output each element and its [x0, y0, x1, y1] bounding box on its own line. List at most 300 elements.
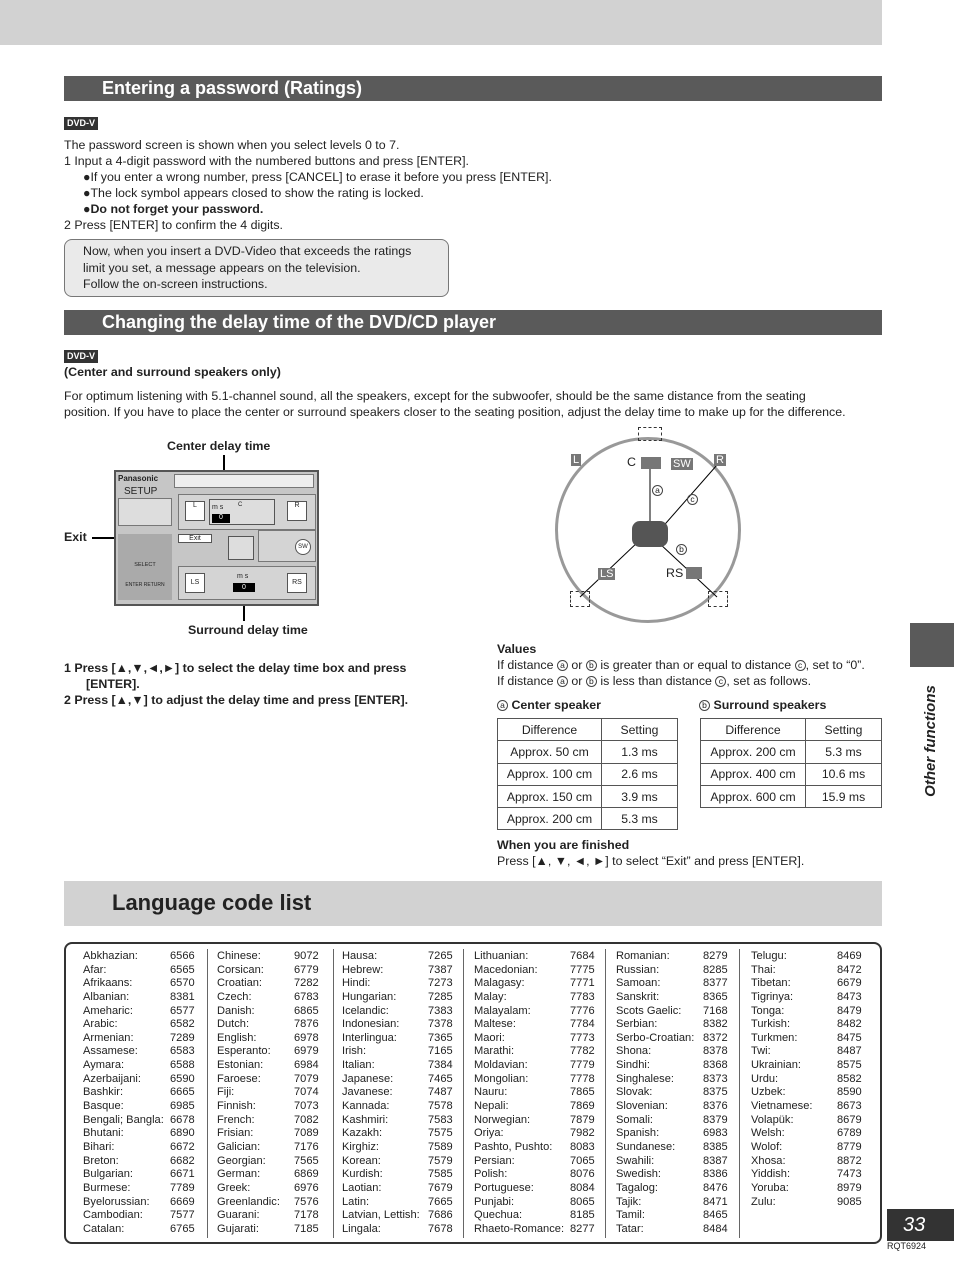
column-divider — [207, 949, 208, 1238]
language-code: 7665 — [428, 1195, 453, 1208]
language-entry — [616, 1154, 728, 1169]
language-code: 7579 — [428, 1154, 453, 1167]
language-name: Wolof: — [751, 1140, 783, 1153]
values-rule-1: If distance a or b is greater than or equal to distance c , set to “0”. — [497, 658, 865, 672]
language-name: Bashkir: — [83, 1086, 124, 1099]
language-code: 6679 — [837, 977, 862, 990]
table-header-row — [701, 719, 882, 741]
language-code: 9072 — [294, 950, 319, 962]
language-name: Abkhazian: — [83, 950, 138, 962]
language-name: Tonga: — [751, 1004, 785, 1017]
language-code: 6978 — [294, 1031, 319, 1044]
language-entry — [83, 1181, 195, 1196]
language-entry — [217, 1195, 319, 1210]
language-entry — [342, 1018, 453, 1032]
exit-label: Exit — [64, 530, 87, 544]
language-entry — [474, 1222, 595, 1237]
language-entry — [83, 1140, 195, 1155]
language-name: Slovenian: — [616, 1100, 668, 1113]
language-name: Swahili: — [616, 1154, 655, 1167]
language-name: Tagalog: — [616, 1181, 658, 1194]
language-code: 6682 — [170, 1154, 195, 1167]
language-name: Corsican: — [217, 963, 264, 976]
language-name: Faroese: — [217, 1072, 261, 1085]
language-code: 9085 — [837, 1195, 862, 1208]
column-divider — [333, 949, 334, 1238]
language-code: 8469 — [837, 950, 862, 962]
language-code: 6890 — [170, 1127, 195, 1140]
surround-speaker-table — [700, 718, 882, 808]
step-1-text-cont: [ENTER]. — [86, 677, 140, 691]
language-code: 7565 — [294, 1154, 319, 1167]
language-entry — [751, 1154, 862, 1169]
subtitle-text: (Center and surround speakers only) — [64, 365, 281, 379]
ls-speaker-original — [570, 591, 590, 607]
table-header: Setting — [602, 719, 678, 741]
language-name: Greek: — [217, 1181, 251, 1194]
language-code: 7073 — [294, 1100, 319, 1113]
language-code: 8482 — [837, 1018, 862, 1031]
page-number: 33 — [887, 1209, 954, 1241]
language-name: Italian: — [342, 1059, 375, 1072]
language-code: 8387 — [703, 1154, 728, 1167]
language-name: Tigrinya: — [751, 990, 794, 1003]
language-entry — [83, 1127, 195, 1141]
language-code-heading: Language code list — [64, 881, 882, 926]
table-row: Approx. 150 cm 3.9 ms — [498, 785, 678, 807]
language-entry — [342, 1086, 453, 1100]
language-name: Romanian: — [616, 950, 670, 962]
language-entry — [342, 977, 453, 991]
language-name: Estonian: — [217, 1059, 264, 1072]
language-code: 6577 — [170, 1004, 195, 1017]
language-entry — [616, 1045, 728, 1059]
language-name: Esperanto: — [217, 1045, 271, 1058]
language-name: Arabic: — [83, 1018, 118, 1031]
language-code: 6976 — [294, 1181, 319, 1194]
language-code: 7879 — [570, 1113, 595, 1126]
language-code: 7577 — [170, 1209, 195, 1222]
language-entry — [83, 1100, 195, 1114]
language-code: 8979 — [837, 1181, 862, 1194]
language-code: 8472 — [837, 963, 862, 976]
table-header: Setting — [806, 719, 882, 741]
language-code: 6590 — [170, 1072, 195, 1085]
language-entry — [474, 1086, 595, 1100]
step-1-text: 1 Input a 4-digit password with the numbered buttons and press [ENTER]. — [64, 154, 469, 168]
language-entry — [616, 1004, 728, 1019]
language-code: 7771 — [570, 977, 595, 990]
language-entry — [616, 950, 728, 964]
language-name: Marathi: — [474, 1045, 515, 1058]
language-entry — [751, 1127, 862, 1141]
language-name: Gujarati: — [217, 1222, 259, 1235]
language-code: 8084 — [570, 1181, 595, 1194]
language-entry — [751, 950, 862, 964]
language-code: 6789 — [837, 1127, 862, 1140]
language-entry — [217, 1222, 319, 1237]
language-code: 8379 — [703, 1113, 728, 1126]
language-name: Welsh: — [751, 1127, 785, 1140]
language-name: Hausa: — [342, 950, 378, 962]
language-code: 7289 — [170, 1031, 195, 1044]
language-name: Kirghiz: — [342, 1140, 379, 1153]
rs-speaker-original — [708, 591, 728, 607]
language-entry — [342, 1154, 453, 1169]
side-section-label: Other functions — [922, 685, 939, 797]
listener-seat-icon — [228, 536, 254, 560]
language-name: Yiddish: — [751, 1168, 791, 1181]
language-code: 7473 — [837, 1168, 862, 1181]
language-entry — [616, 1072, 728, 1087]
speaker-l: L — [185, 501, 205, 521]
language-name: Sundanese: — [616, 1140, 676, 1153]
language-name: Rhaeto-Romance: — [474, 1222, 565, 1235]
language-code: 6865 — [294, 1004, 319, 1017]
language-code: 7065 — [570, 1154, 595, 1167]
language-column — [616, 950, 728, 1236]
language-entry — [474, 1168, 595, 1182]
language-name: Lingala: — [342, 1222, 381, 1235]
language-name: Ameharic: — [83, 1004, 133, 1017]
language-entry — [217, 963, 319, 978]
exit-button[interactable]: Exit — [178, 534, 212, 543]
table-header: Difference — [701, 719, 806, 741]
setup-label: SETUP — [124, 486, 158, 497]
language-name: Tatar: — [616, 1222, 644, 1235]
language-entry — [83, 1059, 195, 1073]
language-name: German: — [217, 1168, 261, 1181]
select-panel — [118, 534, 172, 600]
language-name: Basque: — [83, 1100, 124, 1113]
language-name: Hindi: — [342, 977, 371, 990]
language-code: 8582 — [837, 1072, 862, 1085]
language-entry — [83, 1209, 195, 1223]
language-name: Breton: — [83, 1154, 119, 1167]
language-entry — [616, 1195, 728, 1210]
language-entry — [342, 1140, 453, 1155]
listener-seat-icon — [632, 521, 668, 547]
language-entry — [217, 1018, 319, 1032]
language-name: Laotian: — [342, 1181, 382, 1194]
language-entry — [83, 1018, 195, 1032]
language-entry — [83, 1086, 195, 1100]
distance-b-marker: b — [676, 544, 687, 555]
language-code: 7783 — [570, 990, 595, 1003]
language-name: Singhalese: — [616, 1072, 674, 1085]
speaker-r: R — [287, 501, 307, 521]
language-entry — [83, 1031, 195, 1046]
language-code: 7465 — [428, 1072, 453, 1085]
language-code: 7589 — [428, 1140, 453, 1153]
language-code: 7082 — [294, 1113, 319, 1126]
language-code: 6783 — [294, 990, 319, 1003]
language-code: 7384 — [428, 1059, 453, 1072]
language-name: Kannada: — [342, 1100, 390, 1113]
language-name: Quechua: — [474, 1209, 523, 1222]
language-code: 8185 — [570, 1209, 595, 1222]
language-entry — [342, 990, 453, 1005]
language-name: Czech: — [217, 990, 252, 1003]
language-code: 8679 — [837, 1113, 862, 1126]
language-name: Turkish: — [751, 1018, 791, 1031]
language-name: Bihari: — [83, 1140, 115, 1153]
language-name: Samoan: — [616, 977, 661, 990]
language-entry — [474, 963, 595, 978]
language-code: 8065 — [570, 1195, 595, 1208]
language-name: Guarani: — [217, 1209, 260, 1222]
language-code: 7089 — [294, 1127, 319, 1140]
language-code: 7778 — [570, 1072, 595, 1085]
language-code: 8590 — [837, 1086, 862, 1099]
language-entry — [751, 1059, 862, 1073]
language-code: 8378 — [703, 1045, 728, 1058]
front-speaker-panel — [178, 494, 316, 530]
language-name: Uzbek: — [751, 1086, 786, 1099]
language-entry — [616, 1018, 728, 1032]
speaker-rs: RS — [287, 573, 307, 593]
language-code: 7776 — [570, 1004, 595, 1017]
distance-a-marker: a — [652, 485, 663, 496]
language-column — [217, 950, 319, 1236]
language-entry — [751, 990, 862, 1005]
language-entry — [751, 977, 862, 991]
table-row: Approx. 200 cm 5.3 ms — [498, 808, 678, 830]
language-entry — [217, 1209, 319, 1223]
language-entry — [342, 1004, 453, 1019]
language-code: 6566 — [170, 950, 195, 962]
language-code: 6678 — [170, 1113, 195, 1126]
language-code: 8373 — [703, 1072, 728, 1085]
dvd-v-badge: DVD-V — [64, 117, 98, 130]
language-entry — [751, 1168, 862, 1182]
language-name: Lithuanian: — [474, 950, 529, 962]
center-speaker-title: a Center speaker — [497, 697, 601, 713]
language-entry — [474, 1127, 595, 1141]
language-entry — [751, 1045, 862, 1059]
language-entry — [217, 1086, 319, 1100]
language-name: Maltese: — [474, 1018, 516, 1031]
column-divider — [739, 949, 740, 1238]
language-name: Sindhi: — [616, 1059, 650, 1072]
section-heading-delay: Changing the delay time of the DVD/CD player — [64, 310, 882, 335]
language-entry — [342, 1195, 453, 1210]
language-entry — [342, 1168, 453, 1182]
language-entry — [217, 1168, 319, 1182]
language-name: Irish: — [342, 1045, 367, 1058]
language-name: Frisian: — [217, 1127, 254, 1140]
language-code: 7784 — [570, 1018, 595, 1031]
language-name: Hebrew: — [342, 963, 384, 976]
language-name: Galician: — [217, 1140, 261, 1153]
language-entry — [474, 1045, 595, 1059]
language-code: 6765 — [170, 1222, 195, 1235]
language-code: 7178 — [294, 1209, 319, 1222]
language-name: Telugu: — [751, 950, 787, 962]
language-code: 8076 — [570, 1168, 595, 1181]
language-name: Sanskrit: — [616, 990, 660, 1003]
language-name: Volapük: — [751, 1113, 794, 1126]
language-name: Serbo-Croatian: — [616, 1031, 695, 1044]
language-code: 7982 — [570, 1127, 595, 1140]
language-code: 7869 — [570, 1100, 595, 1113]
speaker-label-l: L — [573, 454, 580, 466]
language-name: Kurdish: — [342, 1168, 383, 1181]
step-2-text: 2 Press [▲,▼] to adjust the delay time and press [ENTER]. — [64, 693, 409, 707]
bullet-item: ●The lock symbol appears closed to show the rating is locked. — [83, 186, 424, 200]
surround-speaker-title: b Surround speakers — [699, 697, 826, 713]
language-code: 8381 — [170, 990, 195, 1003]
language-entry — [474, 1100, 595, 1114]
language-code: 7782 — [570, 1045, 595, 1058]
language-code: 8471 — [703, 1195, 728, 1208]
language-code: 8386 — [703, 1168, 728, 1181]
language-code: 8385 — [703, 1140, 728, 1153]
language-code: 7282 — [294, 977, 319, 990]
language-name: Kazakh: — [342, 1127, 383, 1140]
language-entry — [616, 963, 728, 978]
enter-label: ENTER — [125, 582, 143, 588]
language-code: 7684 — [570, 950, 595, 962]
language-entry — [474, 1059, 595, 1073]
language-entry — [616, 1113, 728, 1128]
language-name: Xhosa: — [751, 1154, 786, 1167]
language-code: 7273 — [428, 977, 453, 990]
language-code: 7865 — [570, 1086, 595, 1099]
language-code: 8779 — [837, 1140, 862, 1153]
language-entry — [616, 1086, 728, 1100]
language-name: Tibetan: — [751, 977, 791, 990]
language-code: 6565 — [170, 963, 195, 976]
language-code: 7285 — [428, 990, 453, 1003]
language-code: 7583 — [428, 1113, 453, 1126]
language-name: Spanish: — [616, 1127, 660, 1140]
language-name: Ukrainian: — [751, 1059, 801, 1072]
language-name: Aymara: — [83, 1059, 125, 1072]
language-name: Georgian: — [217, 1154, 266, 1167]
language-entry — [474, 1154, 595, 1169]
language-entry — [83, 1168, 195, 1182]
language-name: Serbian: — [616, 1018, 658, 1031]
language-entry — [474, 1181, 595, 1196]
language-name: Croatian: — [217, 977, 263, 990]
language-entry — [217, 1045, 319, 1059]
language-name: Javanese: — [342, 1086, 393, 1099]
language-code: 7365 — [428, 1031, 453, 1044]
language-name: Cambodian: — [83, 1209, 143, 1222]
language-entry — [217, 1072, 319, 1087]
language-entry — [342, 1031, 453, 1046]
language-name: Afar: — [83, 963, 107, 976]
language-code: 7168 — [703, 1004, 728, 1017]
language-code: 8487 — [837, 1045, 862, 1058]
language-code: 8484 — [703, 1222, 728, 1235]
language-name: French: — [217, 1113, 255, 1126]
language-entry — [217, 1127, 319, 1141]
language-entry — [342, 1059, 453, 1073]
language-entry — [342, 1222, 453, 1237]
language-entry — [474, 990, 595, 1005]
language-code: 7079 — [294, 1072, 319, 1085]
column-divider — [605, 949, 606, 1238]
language-name: Icelandic: — [342, 1004, 389, 1017]
language-entry — [751, 1140, 862, 1155]
language-entry — [342, 950, 453, 964]
language-name: Thai: — [751, 963, 776, 976]
bullet-item: ●If you enter a wrong number, press [CANCEL] to erase it before you press [ENTER]. — [83, 170, 552, 184]
language-name: Swedish: — [616, 1168, 662, 1181]
step-1-text: 1 Press [▲,▼,◄,►] to select the delay time box and press — [64, 661, 407, 675]
language-name: Bengali; Bangla: — [83, 1113, 164, 1126]
language-name: Zulu: — [751, 1195, 776, 1208]
language-code: 7779 — [570, 1059, 595, 1072]
language-code: 6983 — [703, 1127, 728, 1140]
language-name: Kashmiri: — [342, 1113, 389, 1126]
language-name: Japanese: — [342, 1072, 394, 1085]
language-name: Assamese: — [83, 1045, 138, 1058]
language-name: Finnish: — [217, 1100, 256, 1113]
language-entry — [217, 1100, 319, 1114]
language-code: 6582 — [170, 1018, 195, 1031]
language-entry — [217, 1154, 319, 1169]
language-column — [474, 950, 595, 1236]
language-entry — [342, 1072, 453, 1087]
note-line: Follow the on-screen instructions. — [83, 277, 268, 291]
language-entry — [751, 1181, 862, 1196]
language-entry — [474, 1072, 595, 1087]
language-code: 8465 — [703, 1209, 728, 1222]
finished-text: Press [▲, ▼, ◄, ►] to select “Exit” and press [ENTER]. — [497, 854, 805, 868]
language-name: Persian: — [474, 1154, 515, 1167]
language-entry — [751, 1195, 862, 1210]
column-divider — [463, 949, 464, 1238]
speaker-ls: LS — [185, 573, 205, 593]
menu-tabs — [174, 474, 314, 488]
language-code: 6665 — [170, 1086, 195, 1099]
speaker-label-rs: RS — [666, 566, 684, 580]
language-code: 6671 — [170, 1168, 195, 1181]
center-speaker-icon — [641, 457, 661, 469]
language-name: Pashto, Pushto: — [474, 1140, 553, 1153]
language-code: 7265 — [428, 950, 453, 962]
language-code: 6669 — [170, 1195, 195, 1208]
language-code: 8475 — [837, 1031, 862, 1044]
language-entry — [342, 1209, 453, 1223]
language-code: 8377 — [703, 977, 728, 990]
language-code: 8365 — [703, 990, 728, 1003]
language-entry — [751, 963, 862, 978]
language-name: Russian: — [616, 963, 660, 976]
language-name: Turkmen: — [751, 1031, 798, 1044]
language-name: Hungarian: — [342, 990, 397, 1003]
language-name: Macedonian: — [474, 963, 538, 976]
note-line: limit you set, a message appears on the television. — [83, 260, 361, 275]
speaker-label-r: R — [716, 454, 724, 466]
distance-c-marker: c — [687, 494, 698, 505]
language-code: 8575 — [837, 1059, 862, 1072]
language-entry — [751, 1113, 862, 1128]
language-entry — [342, 1045, 453, 1059]
table-row: Approx. 600 cm 15.9 ms — [701, 785, 882, 807]
center-delay-box[interactable]: m s C 0 — [209, 499, 275, 525]
language-code: 6979 — [294, 1045, 319, 1058]
language-code: 7575 — [428, 1127, 453, 1140]
language-name: Yoruba: — [751, 1181, 789, 1194]
language-code: 7773 — [570, 1031, 595, 1044]
surround-delay-value[interactable]: 0 — [233, 583, 255, 592]
language-column — [751, 950, 862, 1209]
language-entry — [342, 963, 453, 978]
